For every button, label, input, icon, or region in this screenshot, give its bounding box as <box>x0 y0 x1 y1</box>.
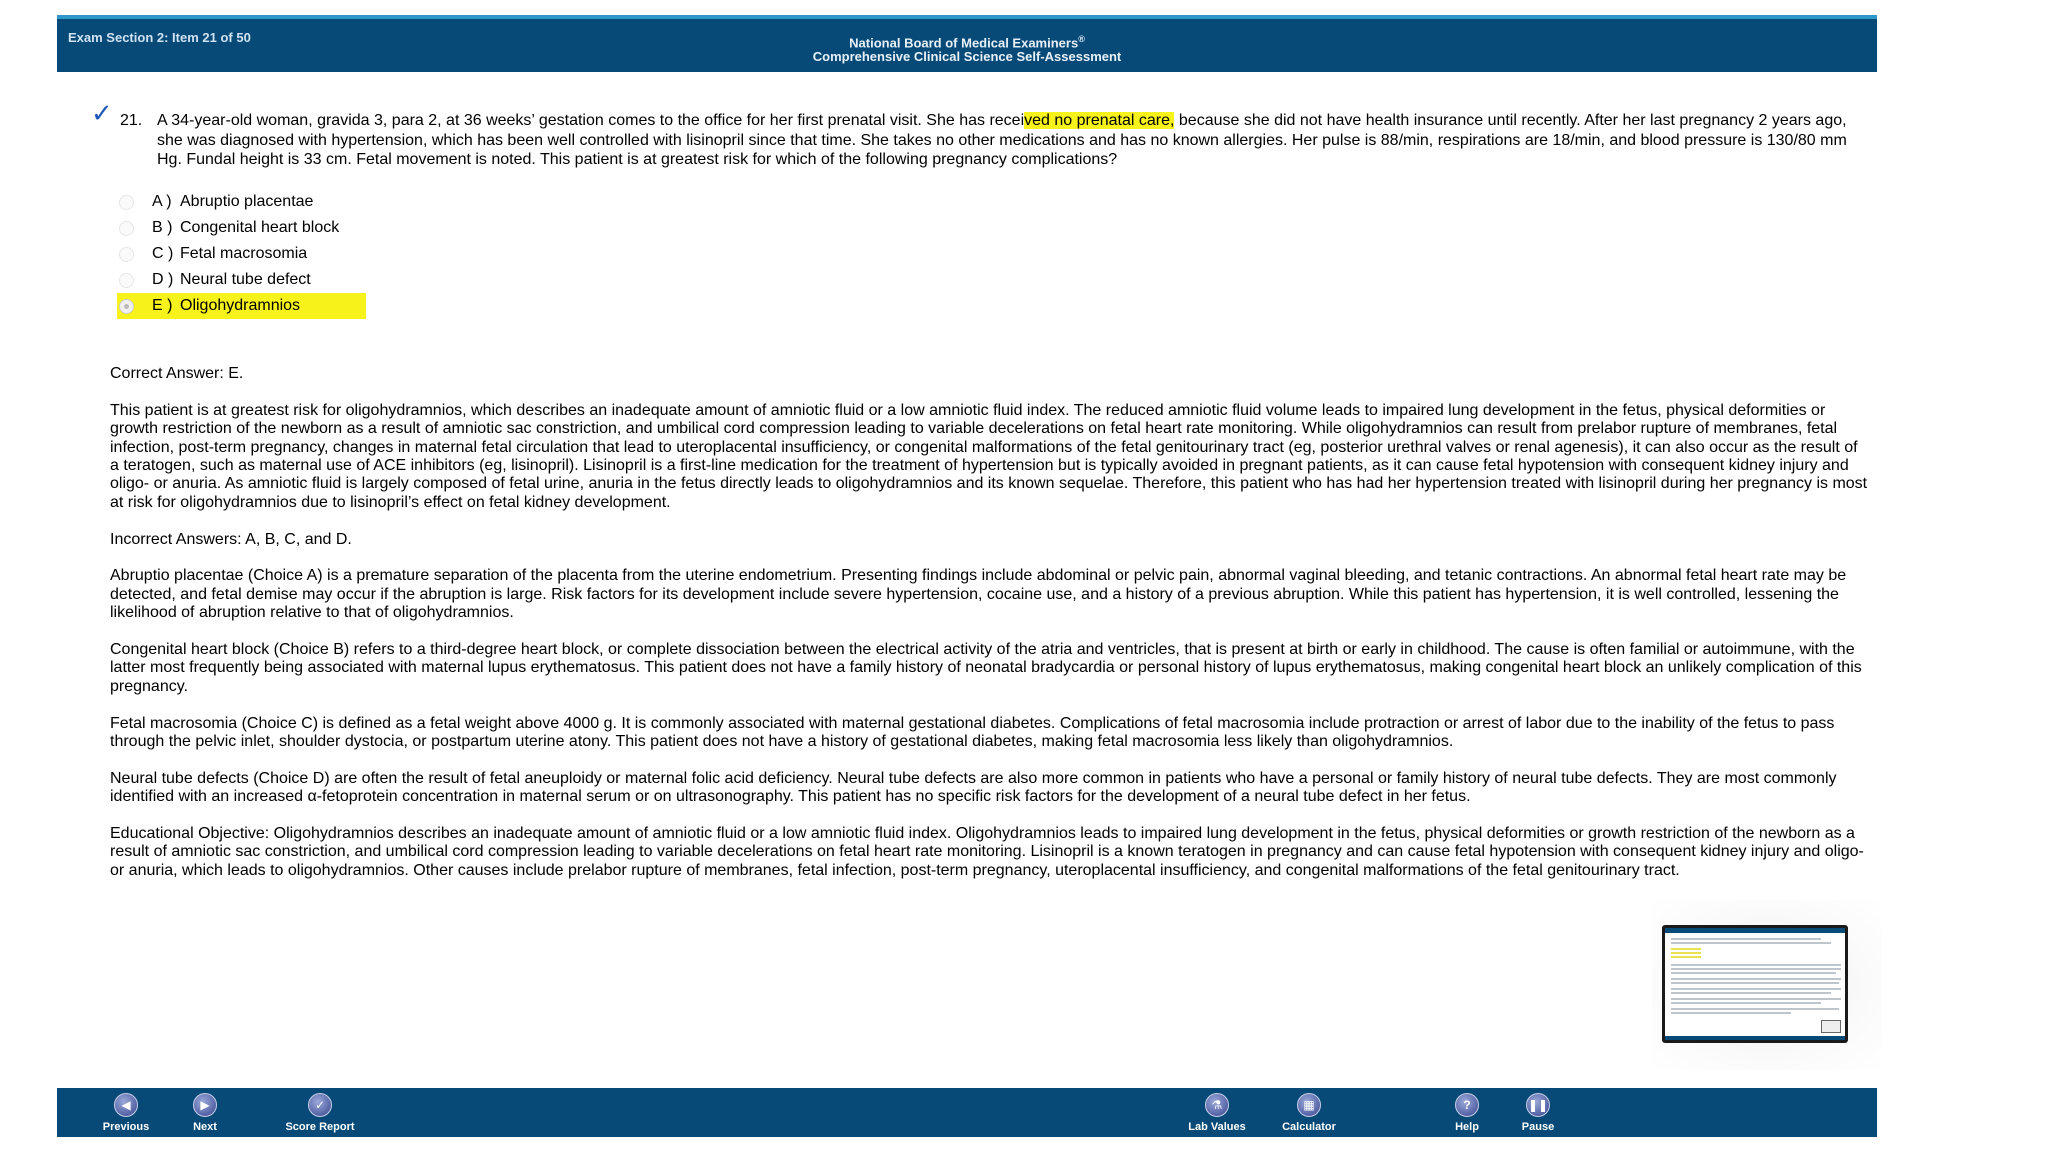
thumbnail-line <box>1671 968 1841 970</box>
calculator-icon: ▦ <box>1297 1093 1321 1117</box>
arrow-right-icon: ▶ <box>193 1093 217 1117</box>
explanation-choice-d: Neural tube defects (Choice D) are often the result of fetal aneuploidy or maternal folic acid deficiency. Neural tube defects are also more common in patients who have a personal or family history of neural tube defects. They are most commonly identified with an increased α-fetoprotein concentration in maternal serum or on ultrasonography. This patient has no specific risk factors for the development of a neural tube defect in her fetus. <box>110 769 1837 806</box>
thumbnail-line <box>1671 942 1831 944</box>
thumbnail-line <box>1671 948 1701 950</box>
org-name: National Board of Medical Examiners <box>849 35 1079 51</box>
exam-footer-toolbar <box>57 1088 1877 1137</box>
option-text: Congenital heart block <box>180 219 340 236</box>
explanation-choice-a: Abruptio placentae (Choice A) is a premature separation of the placenta from the uterine endometrium. Presenting findings include abdominal or pelvic pain, abnormal vaginal bleeding, and tetanic contractions. An abnormal fetal heart rate may be detected, and fetal demise may occur if the abruption is large. Risk factors for its development include severe hypertension, cocaine use, and a history of a previous abruption. While this patient has hypertension, it is well controlled, lessening the likelihood of abruption relative to that of oligohydramnios. <box>110 567 1847 622</box>
thumbnail-line <box>1671 978 1841 980</box>
thumbnail-line <box>1671 956 1701 958</box>
pause-label: Pause <box>1521 1121 1555 1133</box>
help-label: Help <box>1455 1121 1479 1133</box>
option-letter: D ) <box>152 271 174 288</box>
option-text: Neural tube defect <box>180 271 311 288</box>
educational-objective: Educational Objective: Oligohydramnios describes an inadequate amount of amniotic fluid or a low amniotic fluid index. Oligohydramnios leads to impaired lung development in the fetus, physical deformities or growth restriction of the newborn as a result of amniotic sac constriction, and umbilical cord compression leading to variable decelerations on fetal heart rate monitoring. Lisinopril is a known teratogen in pregnancy and can cause fetal hypotension with consequent kidney injury and oligo- or anuria, which leads to oligohydramnios. Other causes include prelabor rupture of membranes, fetal infection, post-term pregnancy, uteroplacental insufficiency, and congenital malformations of the fetal genitourinary tract. <box>110 825 1864 879</box>
question-stem <box>157 111 1857 170</box>
option-d[interactable] <box>117 267 377 293</box>
help-button[interactable] <box>1442 1093 1492 1133</box>
thumbnail-line <box>1671 964 1841 966</box>
checkmark-icon: ✓ <box>91 98 113 128</box>
explanation-choice-c: Fetal macrosomia (Choice C) is defined as a fetal weight above 4000 g. It is commonly associated with maternal gestational diabetes. Complications of fetal macrosomia include protraction or arrest of labor due to the inability of the fetus to pass through the pelvic inlet, shoulder dystocia, or postpartum uterine atony. This patient does not have a history of gestational diabetes, making fetal macrosomia less likely than oligohydramnios. <box>110 714 1835 751</box>
stem-highlight: ved no prenatal care, <box>1024 112 1175 129</box>
thumbnail-line <box>1671 938 1821 940</box>
stem-part-1: A 34-year-old woman, gravida 3, para 2, at 36 weeks’ gestation comes to the office for her first prenatal visit. She has recei <box>157 112 1025 129</box>
exam-window <box>57 15 1877 1137</box>
question-number: 21. <box>120 112 143 129</box>
exam-title: Comprehensive Clinical Science Self-Assessment <box>812 49 1122 65</box>
header-title-block <box>57 32 1877 64</box>
thumbnail-line <box>1671 1002 1821 1004</box>
next-button[interactable] <box>185 1093 225 1133</box>
option-c[interactable] <box>117 241 377 267</box>
explanation-main: This patient is at greatest risk for oligohydramnios, which describes an inadequate amount of amniotic fluid or a low amniotic fluid index. The reduced amniotic fluid volume leads to impaired lung development in the fetus, physical deformities or growth restriction of the newborn as a result of amniotic sac constriction, and umbilical cord compression leading to variable decelerations on fetal heart rate monitoring. While oligohydramnios can result from prelabor rupture of membranes, fetal infection, post-term pregnancy, changes in maternal fetal circulation that lead to uteroplacental insufficiency, or congenital malformations of the fetal genitourinary tract (eg, posterior urethral valves or renal agenesis), it can also occur as the result of a teratogen, such as maternal use of ACE inhibitors (eg, lisinopril). Lisinopril is a first-line medication for the treatment of hypertension but is typically avoided in pregnant patients, as it can cause fetal hypotension with consequent kidney injury and oligo- or anuria. As amniotic fluid is largely composed of fetal urine, anuria in the fetus directly leads to oligohydramnios and its known sequelae. Therefore, this patient who has had her hypertension treated with lisinopril during her pregnancy is most at risk for oligohydramnios due to lisinopril’s effect on fetal kidney development. <box>110 401 1868 511</box>
incorrect-answers: Incorrect Answers: A, B, C, and D. <box>110 530 352 548</box>
thumbnail-line <box>1671 992 1831 994</box>
stem-part-2: because she did not have health insurance until recently. After her last pregnancy 2 years ago, she was diagnosed with hypertension, which has been well controlled with lisinopril since that time. She takes no other medications and has no known allergies. Her pulse is 88/min, respirations are 18/min, and blood pressure is 130/80 mm Hg. Fundal height is 33 cm. Fetal movement is noted. This patient is at greatest risk for which of the following pregnancy complications? <box>157 112 1847 168</box>
answer-options <box>117 189 377 319</box>
question-mark-icon: ? <box>1455 1093 1479 1117</box>
option-e[interactable] <box>117 293 366 319</box>
thumbnail-header <box>1665 928 1845 933</box>
radio-button-d[interactable] <box>119 273 134 288</box>
radio-button-c[interactable] <box>119 247 134 262</box>
option-letter: E ) <box>152 297 173 314</box>
screenshot-thumbnail[interactable] <box>1662 925 1848 1043</box>
thumbnail-line <box>1671 998 1841 1000</box>
exam-section-label: Exam Section 2: Item 21 of 50 <box>68 30 251 45</box>
pause-button[interactable] <box>1513 1093 1563 1133</box>
thumbnail-line <box>1671 982 1839 984</box>
thumbnail-button <box>1821 1020 1841 1033</box>
next-label: Next <box>193 1121 217 1133</box>
lab-values-label: Lab Values <box>1188 1121 1246 1133</box>
option-text: Oligohydramnios <box>180 297 301 314</box>
thumbnail-line <box>1671 1012 1791 1014</box>
explanation-panel <box>110 365 1870 899</box>
previous-label: Previous <box>102 1121 150 1133</box>
checkmark-circle-icon: ✓ <box>308 1093 332 1117</box>
org-title <box>57 32 1877 50</box>
lab-values-button[interactable] <box>1177 1093 1257 1133</box>
pause-icon: ❚❚ <box>1526 1093 1550 1117</box>
registered-mark: ® <box>1078 34 1085 44</box>
thumbnail-line <box>1671 988 1841 990</box>
option-letter: A ) <box>152 193 172 210</box>
option-b[interactable] <box>117 215 377 241</box>
option-text: Abruptio placentae <box>180 193 314 210</box>
option-a[interactable] <box>117 189 377 215</box>
score-report-label: Score Report <box>285 1121 355 1133</box>
correct-answer: Correct Answer: E. <box>110 365 244 382</box>
calculator-button[interactable] <box>1269 1093 1349 1133</box>
thumbnail-line <box>1671 952 1701 954</box>
thumbnail-line <box>1671 972 1836 974</box>
thumbnail-line <box>1671 1008 1839 1010</box>
explanation-choice-b: Congenital heart block (Choice B) refers to a third-degree heart block, or complete dissociation between the electrical activity of the atria and ventricles, that is present at birth or early in childhood. The cause is often familial or autoimmune, with the latter most frequently being associated with maternal lupus erythematosus. This patient does not have a family history of neonatal bradycardia or personal history of lupus erythematosus, making congenital heart block an unlikely complication of this pregnancy. <box>110 641 1862 695</box>
lab-flask-icon: ⚗ <box>1205 1093 1229 1117</box>
exam-header <box>57 15 1877 72</box>
option-letter: C ) <box>152 245 174 262</box>
option-letter: B ) <box>152 219 173 236</box>
score-report-button[interactable] <box>275 1093 365 1133</box>
calculator-label: Calculator <box>1282 1121 1336 1133</box>
radio-button-a[interactable] <box>119 195 134 210</box>
radio-button-e[interactable] <box>119 299 134 314</box>
thumbnail-footer <box>1665 1036 1845 1040</box>
radio-button-b[interactable] <box>119 221 134 236</box>
option-text: Fetal macrosomia <box>180 245 308 262</box>
arrow-left-icon: ◀ <box>114 1093 138 1117</box>
previous-button[interactable] <box>98 1093 154 1133</box>
